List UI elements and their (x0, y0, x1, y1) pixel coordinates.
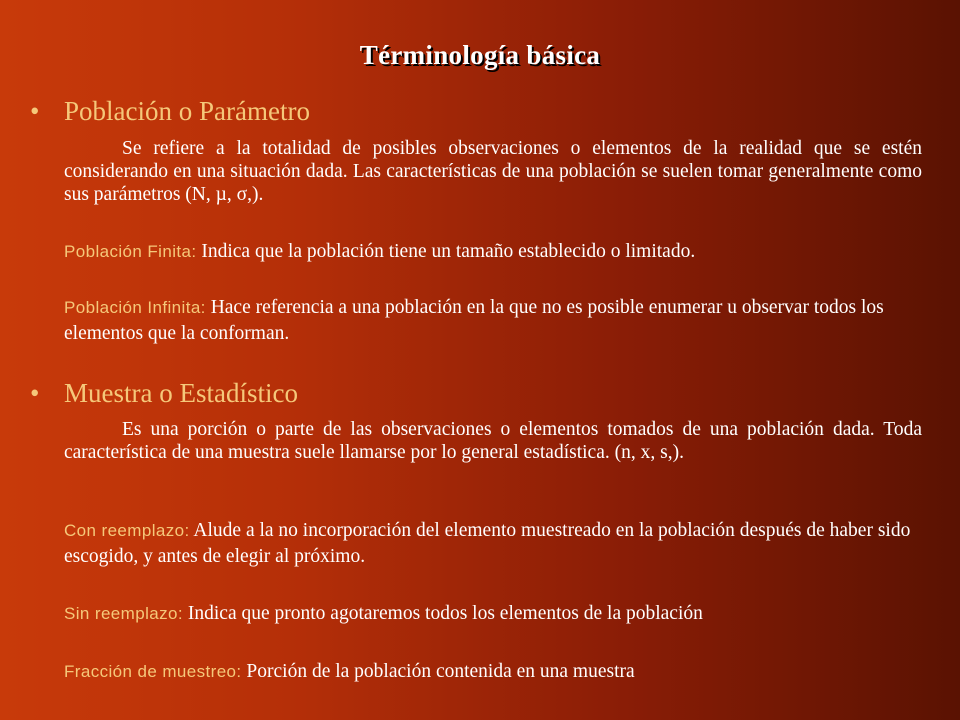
definition-poblacion-finita (64, 239, 922, 265)
term-con-reemplazo: Con reemplazo: (64, 521, 190, 540)
slide-title: Términología básica (359, 40, 601, 70)
bullet-icon: • (30, 378, 40, 408)
bullet-heading-poblacion (30, 96, 310, 127)
definition-fraccion-muestreo (64, 659, 922, 685)
paragraph-poblacion-text: Se refiere a la totalidad de posibles observaciones o elementos de la realidad que se estén considerando en una situación dada. Las características de una población se suelen tomar generalmente como sus parámetros (N, µ, σ,). (64, 138, 922, 205)
heading-muestra: Muestra o Estadístico (64, 378, 298, 408)
definition-con-reemplazo (64, 518, 922, 570)
term-sin-reemplazo: Sin reemplazo: (64, 604, 183, 623)
paragraph-muestra (64, 418, 922, 464)
text-poblacion-infinita: Hace referencia a una población en la que no es posible enumerar u observar todos los elementos que la conforman. (64, 297, 884, 344)
text-fraccion-muestreo: Porción de la población contenida en una muestra (241, 661, 635, 682)
bullet-heading-muestra (30, 378, 298, 409)
bullet-icon: • (30, 96, 40, 126)
paragraph-muestra-text: Es una porción o parte de las observaciones o elementos tomados de una población dada. Toda característica de una muestra suele llamarse por lo general estadística. (n, x, s,). (64, 419, 922, 463)
term-poblacion-infinita: Población Infinita: (64, 298, 206, 317)
text-con-reemplazo: Alude a la no incorporación del elemento muestreado en la población después de haber sido escogido, y antes de elegir al próximo. (64, 520, 911, 567)
text-sin-reemplazo: Indica que pronto agotaremos todos los elementos de la población (183, 603, 703, 624)
paragraph-poblacion (64, 137, 922, 206)
heading-poblacion: Población o Parámetro (64, 96, 310, 126)
definition-sin-reemplazo (64, 601, 922, 627)
definition-poblacion-infinita (64, 295, 922, 347)
text-poblacion-finita: Indica que la población tiene un tamaño establecido o limitado. (196, 241, 696, 262)
term-poblacion-finita: Población Finita: (64, 242, 197, 261)
term-fraccion-muestreo: Fracción de muestreo: (64, 662, 242, 681)
